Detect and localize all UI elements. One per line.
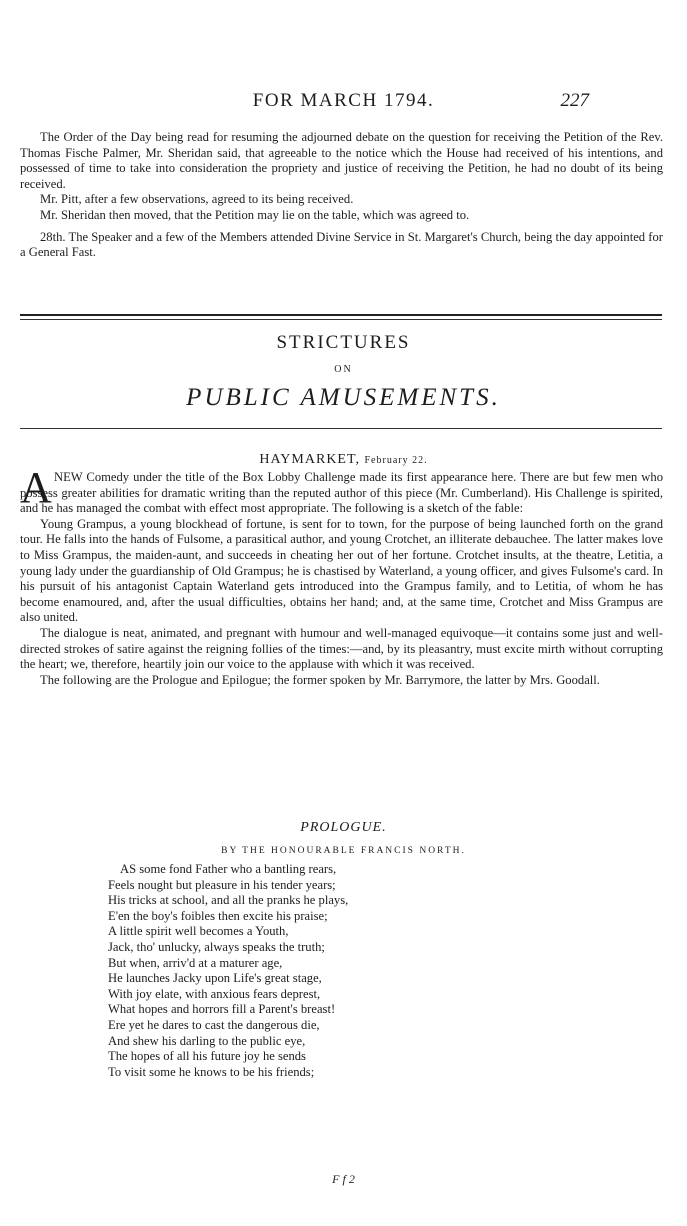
poem-line: Jack, tho' unlucky, always speaks the truth; bbox=[108, 939, 325, 954]
poem-line: But when, arriv'd at a maturer age, bbox=[108, 955, 283, 970]
page-number: 227 bbox=[560, 90, 589, 111]
poem-line: The hopes of all his future joy he sends bbox=[108, 1049, 306, 1064]
intro-paragraph: The Order of the Day being read for resuming the adjourned debate on the question for receiving the Petition of the Rev. Thomas Fische Palmer, Mr. Sheridan said, that agreeable to the notice which the House had received of his intentions, and possessed of time to take into consideration the propriety and justice of receiving the Petition, he had no doubt of its being received. bbox=[20, 130, 663, 191]
intro-text bbox=[20, 130, 663, 261]
review-text bbox=[20, 470, 663, 688]
section-connector: ON bbox=[334, 364, 353, 375]
running-title: FOR MARCH 1794. bbox=[252, 90, 435, 111]
section-rule-top bbox=[20, 314, 662, 316]
poem-line: E'en the boy's foibles then excite his praise; bbox=[108, 908, 328, 923]
section-rule-lower bbox=[20, 428, 662, 429]
intro-paragraph: Mr. Pitt, after a few observations, agreed to its being received. bbox=[40, 192, 354, 207]
poem-line: And shew his darling to the public eye, bbox=[108, 1033, 306, 1048]
prologue-title: PROLOGUE. bbox=[300, 820, 387, 835]
prologue-byline: BY THE HONOURABLE FRANCIS NORTH. bbox=[221, 846, 466, 856]
prologue-poem bbox=[108, 862, 548, 1080]
intro-paragraph: Mr. Sheridan then moved, that the Petition may lie on the table, which was agreed to. bbox=[40, 207, 470, 222]
poem-line: A little spirit well becomes a Youth, bbox=[108, 924, 289, 939]
review-paragraph: NEW Comedy under the title of the Box Lobby Challenge made its first appearance here. There are but few men who possess greater abilities for dramatic writing than the reputed author of this piece (Mr. Cumberland). His Challenge is spirited, and he has managed the combat with effect most appropriate. The following is a sketch of the fable: bbox=[20, 470, 663, 516]
review-heading bbox=[0, 452, 687, 468]
intro-paragraph: 28th. The Speaker and a few of the Members attended Divine Service in St. Margaret's Church, being the day appointed for a General Fast. bbox=[20, 229, 663, 260]
signature-mark: F f 2 bbox=[332, 1172, 355, 1186]
drop-cap: A bbox=[20, 463, 52, 512]
poem-line: AS some fond Father who a bantling rears, bbox=[120, 862, 337, 876]
running-header bbox=[0, 90, 687, 112]
section-rule-bottom bbox=[20, 319, 662, 320]
review-date: February 22. bbox=[364, 455, 428, 466]
poem-line: His tricks at school, and all the pranks he plays, bbox=[108, 893, 349, 908]
review-paragraph: The following are the Prologue and Epilogue; the former spoken by Mr. Barrymore, the latter by Mrs. Goodall. bbox=[40, 672, 600, 687]
poem-line: What hopes and horrors fill a Parent's breast! bbox=[108, 1002, 336, 1017]
section-subtitle: PUBLIC AMUSEMENTS. bbox=[186, 384, 501, 411]
poem-line: To visit some he knows to be his friends; bbox=[108, 1064, 315, 1079]
poem-line: He launches Jacky upon Life's great stage, bbox=[108, 971, 322, 986]
review-paragraph: Young Grampus, a young blockhead of fortune, is sent for to town, for the purpose of being launched forth on the grand tour. He falls into the hands of Fulsome, a parasitical author, and young Crotchet, an illiterate debauchee. The latter makes love to Miss Grampus, the maiden-aunt, and succeeds in cheating her out of her fortune. Crotchet insults, at the theatre, Letitia, a young lady under the guardianship of Old Grampus; he is chastised by Waterland, a young officer, and gives Fulsome's card. In his pursuit of his antagonist Captain Waterland gets introduced into the Grampus family, and to Letitia, of whom he has become enamoured, and, after the usual difficulties, obtains her hand; and, at the same time, Crotchet and Miss Grampus are also united. bbox=[20, 516, 663, 625]
review-place: HAYMARKET, bbox=[259, 452, 360, 467]
poem-line: Ere yet he dares to cast the dangerous die, bbox=[108, 1017, 320, 1032]
poem-line: Feels nought but pleasure in his tender years; bbox=[108, 877, 336, 892]
review-paragraph: The dialogue is neat, animated, and pregnant with humour and well-managed equivoque—it contains some just and well-directed strokes of satire against the reigning follies of the times:—and, by its pleasantry, must excite mirth without corrupting the heart; we, therefore, heartily join our voice to the applause with which it was received. bbox=[20, 625, 663, 672]
section-title: STRICTURES bbox=[276, 332, 411, 353]
poem-line: With joy elate, with anxious fears deprest, bbox=[108, 986, 321, 1001]
